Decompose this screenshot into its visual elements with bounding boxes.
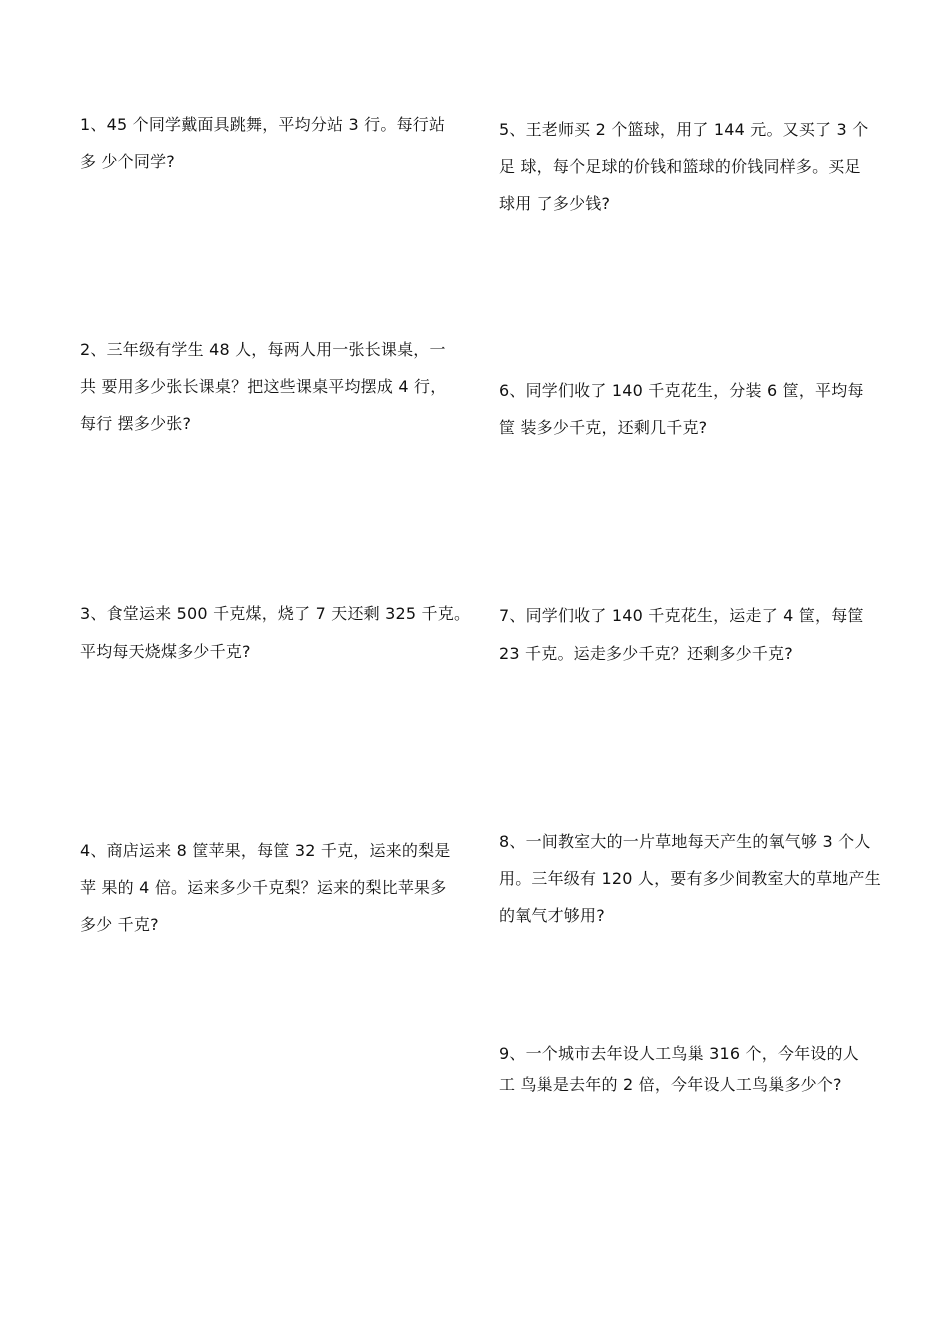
problem-8-line-1: 8、一间教室大的一片草地每天产生的氧气够 3 个人 (499, 832, 871, 851)
problem-4-line-1: 4、商店运来 8 筐苹果，每筐 32 千克，运来的梨是 (80, 841, 451, 860)
problem-2 (80, 331, 446, 442)
problem-3-line-2: 平均每天烧煤多少千克? (80, 642, 251, 661)
problem-1-line-1: 1、45 个同学戴面具跳舞，平均分站 3 行。每行站 (80, 115, 446, 134)
problem-6-line-1: 6、同学们收了 140 千克花生，分装 6 筐，平均每 (499, 381, 864, 400)
problem-7 (499, 597, 864, 673)
problem-7-line-2: 23 千克。运走多少千克？还剩多少千克? (499, 644, 793, 663)
problem-4 (80, 832, 450, 943)
problem-8-line-2: 用。三年级有 120 人，要有多少间教室大的草地产生 (499, 869, 881, 888)
problem-9-line-1: 9、一个城市去年设人工鸟巢 316 个，今年设的人 (499, 1044, 859, 1063)
problem-4-line-3: 多少 千克? (80, 915, 159, 934)
problem-3 (80, 595, 470, 671)
problem-5-line-2: 足 球，每个足球的价钱和篮球的价钱同样多。买足 (499, 157, 861, 176)
problem-6 (499, 372, 864, 446)
problem-8-line-3: 的氧气才够用? (499, 906, 605, 925)
problem-1-line-2: 多 少个同学? (80, 152, 175, 171)
problem-3-line-1: 3、食堂运来 500 千克煤，烧了 7 天还剩 325 千克。 (80, 604, 471, 623)
problem-5 (499, 111, 868, 222)
problem-6-line-2: 筐 装多少千克，还剩几千克? (499, 418, 708, 437)
problem-9 (499, 1038, 859, 1100)
problem-4-line-2: 苹 果的 4 倍。运来多少千克梨？运来的梨比苹果多 (80, 878, 447, 897)
problem-1 (80, 106, 445, 180)
problem-7-line-1: 7、同学们收了 140 千克花生，运走了 4 筐，每筐 (499, 606, 864, 625)
problem-5-line-1: 5、王老师买 2 个篮球，用了 144 元。又买了 3 个 (499, 120, 869, 139)
problem-5-line-3: 球用 了多少钱? (499, 194, 611, 213)
problem-2-line-3: 每行 摆多少张? (80, 414, 192, 433)
problem-9-line-2: 工 鸟巢是去年的 2 倍，今年设人工鸟巢多少个? (499, 1075, 842, 1094)
problem-8 (499, 823, 881, 934)
problem-2-line-1: 2、三年级有学生 48 人，每两人用一张长课桌，一 (80, 340, 446, 359)
problem-2-line-2: 共 要用多少张长课桌？把这些课桌平均摆成 4 行， (80, 377, 447, 396)
